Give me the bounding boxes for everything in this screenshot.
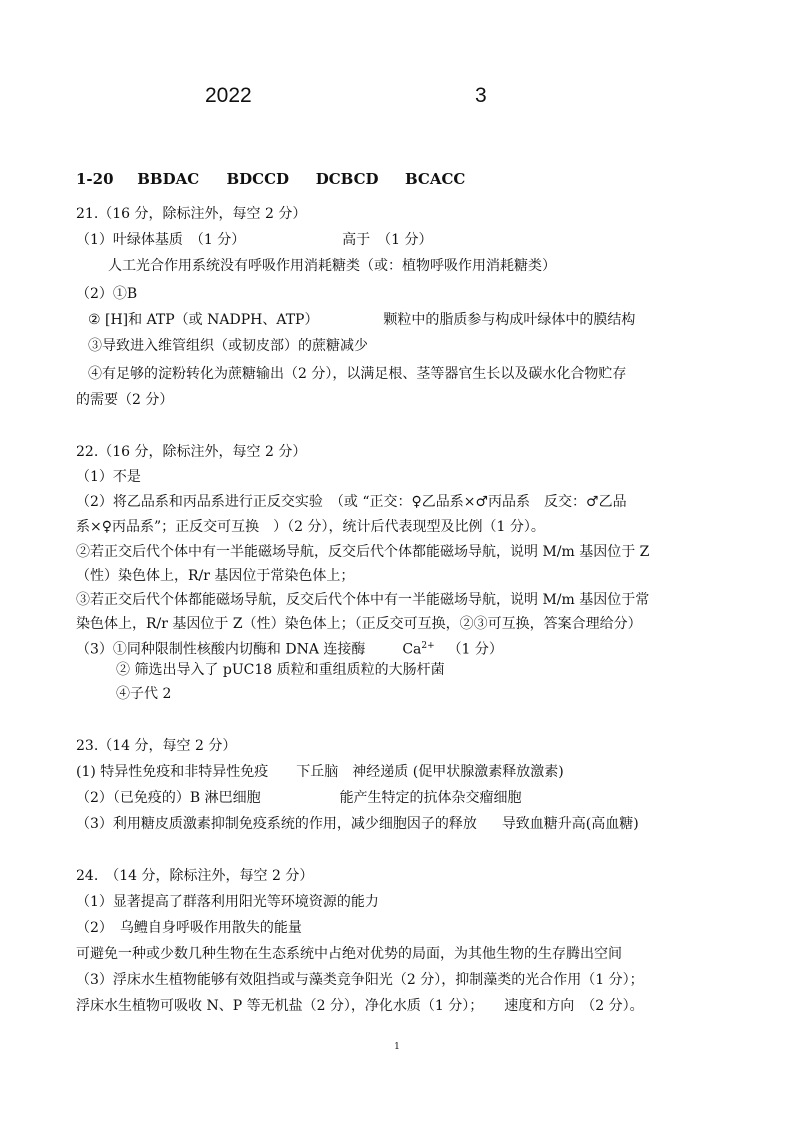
q24-answer-2: （2） 乌鳢自身呼吸作用散失的能量 [76,920,302,936]
q24-title: 24. （14 分，除标注外，每空 2 分） [76,868,314,884]
q23-line [76,788,522,808]
q24-answer-3: 可避免一种或少数几种生物在生态系统中占绝对优势的局面，为其他生物的生存腾出空间 [76,946,622,962]
q23-answer-2b: 能产生特定的抗体杂交瘤细胞 [339,790,522,806]
answer-key-row [76,170,465,188]
q22-answer-10: ④子代 2 [116,686,172,702]
q23-answer-3b: 导致血糖升高(高血糖) [501,816,639,832]
q22-line [76,636,503,660]
q22-answer-8c: （1 分） [447,641,503,658]
q24-answer-5: 浮床水生植物可吸收 N、P 等无机盐（2 分），净化水质（1 分）； 速度和方向 （2 分）。 [76,998,644,1014]
q21-answer-2: 人工光合作用系统没有呼吸作用消耗糖类（或：植物呼吸作用消耗糖类） [108,258,556,274]
header-year: 2022 [205,84,252,107]
q21-title: 21.（16 分，除标注外，每空 2 分） [76,206,307,222]
q23-answer-2a: （2）（已免疫的）B 淋巴细胞 [76,790,261,806]
q21-answer-1b: 高于 （1 分） [342,232,433,248]
q21-line [88,310,635,330]
page-number: 1 [394,1042,400,1052]
q21-answer-4b: 颗粒中的脂质参与构成叶绿体中的膜结构 [383,312,636,328]
q24-answer-4: （3）浮床水生植物能够有效阻挡或与藻类竞争阳光（2 分），抑制藻类的光合作用（1 分）； [76,972,644,988]
answer-group-4: BCACC [404,170,466,188]
q21-answer-5: ③导致进入维管组织（或韧皮部）的蔗糖减少 [88,338,368,354]
answer-range: 1-20 [76,170,114,188]
q23-answer-3a: （3）利用糖皮质激素抑制免疫系统的作用，减少细胞因子的释放 [76,816,477,832]
q24-answer-1: （1）显著提高了群落利用阳光等环境资源的能力 [76,894,379,910]
q21-answer-1a: （1）叶绿体基质 （1 分） [76,232,246,248]
header-number: 3 [475,84,487,107]
q22-title: 22.（16 分，除标注外，每空 2 分） [76,444,307,460]
q21-line [76,230,433,250]
q22-answer-7: 染色体上，R/r 基因位于 Z（性）染色体上；（正反交可互换，②③可互换，答案合理给分） [76,616,642,632]
q22-answer-1: （1）不是 [76,469,141,485]
answer-group-2: BDCCD [226,170,290,188]
q23-title: 23.（14 分，每空 2 分） [76,738,237,754]
q22-answer-4: ②若正交后代个体中有一半能磁场导航，反交后代个体都能磁场导航，说明 M/m 基因位于 Z [76,544,650,560]
q22-answer-3: 系×♀丙品系”；正反交可互换 ）（2 分），统计后代表现型及比例（1 分）。 [76,519,545,535]
q21-answer-3: （2）①B [76,286,138,302]
q21-answer-6: ④有足够的淀粉转化为蔗糖输出（2 分），以满足根、茎等器官生长以及碳水化合物贮存 [88,366,627,382]
answer-group-1: BBDAC [137,170,200,188]
q22-answer-5: （性）染色体上，R/r 基因位于常染色体上； [76,568,355,584]
q21-answer-4a: ② [H]和 ATP（或 NADPH、ATP） [88,312,319,328]
answer-group-3: DCBCD [315,170,379,188]
q23-answer-1: (1) 特异性免疫和非特异性免疫 下丘脑 神经递质 (促甲状腺激素释放激素) [76,764,564,780]
q21-answer-7: 的需要（2 分） [76,392,174,408]
q22-answer-8b: Ca [402,641,422,658]
q22-answer-2: （2）将乙品系和丙品系进行正反交实验 （或 “正交：♀乙品系×♂丙品系 反交：♂乙品 [76,494,627,510]
q22-answer-6: ③若正交后代个体都能磁场导航，反交后代个体中有一半能磁场导航，说明 M/m 基因位于常 [76,592,650,608]
q22-answer-8-sup: 2+ [421,641,435,651]
q22-answer-8a: （3）①同种限制性核酸内切酶和 DNA 连接酶 [76,641,366,658]
q22-answer-9: ② 筛选出导入了 pUC18 质粒和重组质粒的大肠杆菌 [116,662,445,678]
q23-line [76,814,639,834]
